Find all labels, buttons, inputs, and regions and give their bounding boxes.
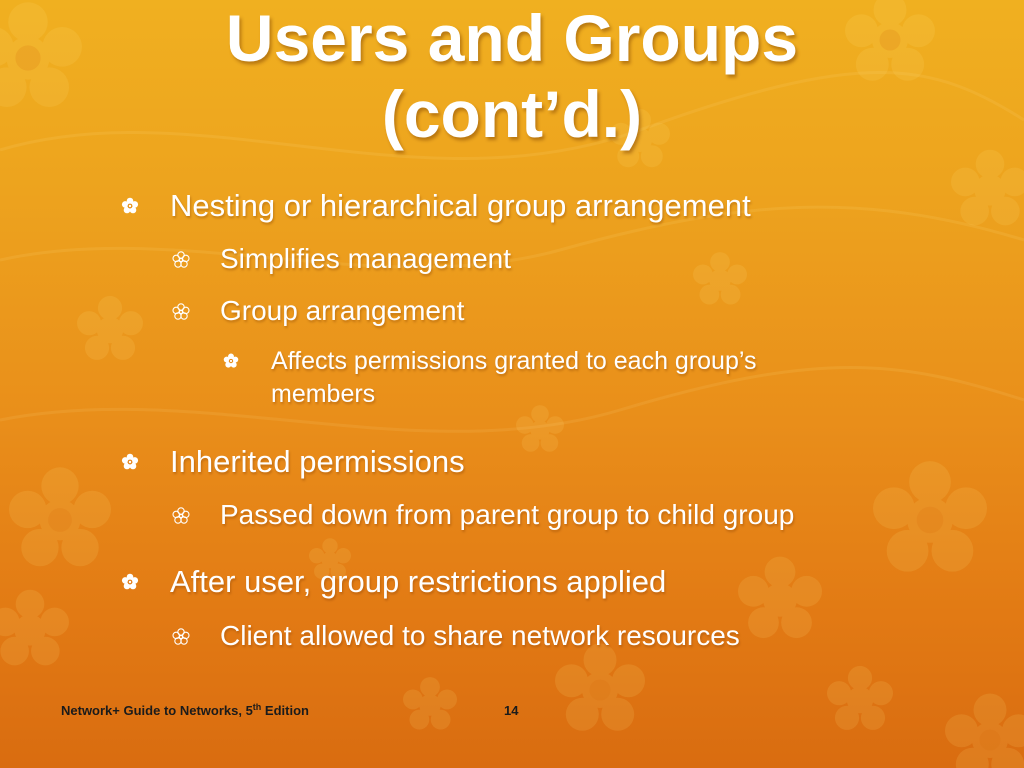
footer-book-title (61, 703, 309, 719)
bullet-level2-passed-down: Passed down from parent group to child group (220, 499, 795, 530)
flower-outline-bullet-icon (171, 506, 191, 526)
footer-edition-suffix: Edition (261, 703, 309, 718)
bullet-level1-after-user: After user, group restrictions applied (170, 564, 667, 599)
bullet-level3-affects-line1: Affects permissions granted to each group’s (271, 347, 757, 375)
flower-outline-bullet-icon (171, 302, 191, 322)
bullet-level3-affects (271, 345, 756, 411)
flower-outline-bullet-icon (171, 627, 191, 647)
bullet-level1-inherited: Inherited permissions (170, 444, 465, 479)
title-line-1: Users and Groups (225, 1, 799, 75)
flower-bullet-icon (120, 196, 140, 216)
flower-bullet-icon (222, 352, 240, 370)
footer-edition-sup: th (252, 702, 262, 712)
flower-bullet-icon (120, 452, 140, 472)
footer-title-text: Network+ Guide to Networks, 5 (61, 703, 253, 718)
bullet-level2-simplifies: Simplifies management (220, 243, 512, 274)
footer-page-number: 14 (504, 703, 519, 718)
bullet-level3-affects-line2: members (271, 380, 376, 408)
bullet-level2-client-allowed: Client allowed to share network resources (220, 620, 740, 651)
title-line-2: (cont’d.) (381, 77, 643, 151)
bullet-level1-nesting: Nesting or hierarchical group arrangement (170, 188, 751, 223)
bullet-level2-group-arrangement: Group arrangement (220, 295, 465, 326)
flower-bullet-icon (120, 572, 140, 592)
flower-outline-bullet-icon (171, 250, 191, 270)
